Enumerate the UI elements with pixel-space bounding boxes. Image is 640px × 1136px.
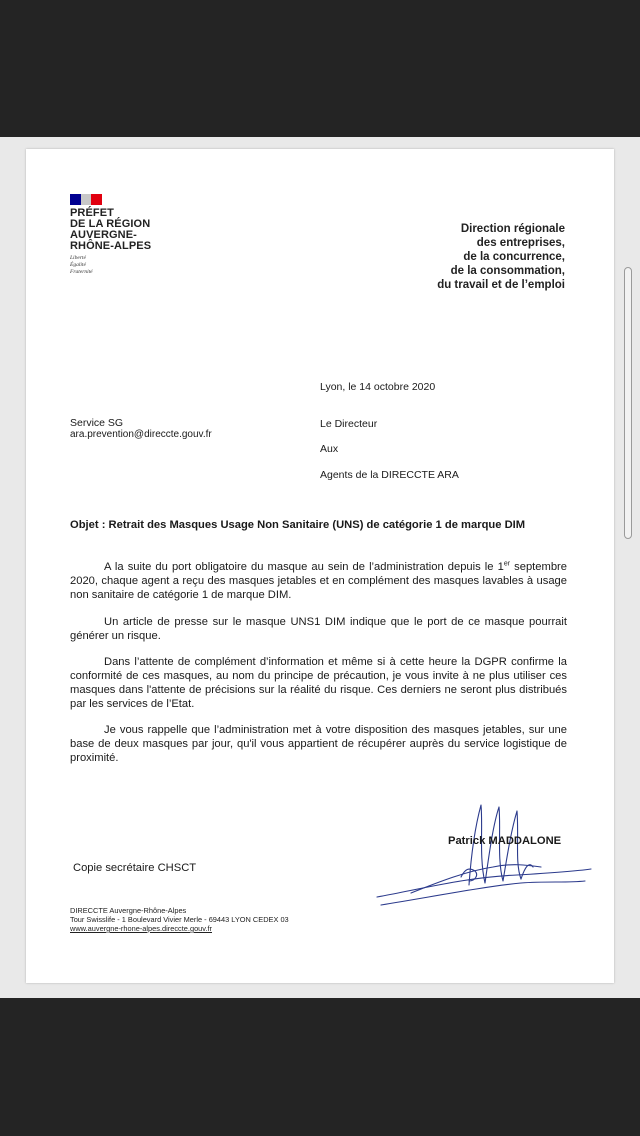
sender-email: ara.prevention@direccte.gouv.fr: [70, 429, 212, 440]
vertical-scrollbar[interactable]: [624, 267, 632, 539]
handwritten-signature: [371, 797, 593, 909]
recipients: Agents de la DIRECCTE ARA: [320, 469, 459, 481]
paragraph-1: A la suite du port obligatoire du masque au sein de l’administration depuis le 1er septembre 2020, chaque agent a reçu des masques jetables et en complément des masques lavables à usage non sanitaire de catégorie 1 de marque DIM.: [70, 560, 567, 601]
issuing-direction: Direction régionale des entreprises, de la concurrence, de la consommation, du travail et de l’emploi: [437, 223, 565, 291]
letter-page: [26, 149, 614, 983]
signer-name: Patrick MADDALONE: [448, 835, 562, 847]
paragraph-4: Je vous rappelle que l’administration met à votre disposition des masques jetables, sur une base de deux masques par jour, qu'il vous appartient de récupérer auprès du service logistique de proximité.: [70, 724, 567, 764]
bottom-dark-band: [0, 998, 640, 1136]
logo-title: PRÉFET DE LA RÉGION AUVERGNE- RHÔNE-ALPES: [70, 207, 152, 252]
republic-motto: Liberté Égalité Fraternité: [70, 255, 93, 275]
from-line: Le Directeur: [320, 418, 378, 430]
paragraph-3: Dans l’attente de complément d’information et même si à cette heure la DGPR confirme la conformité de ces masques, au nom du principe de précaution, je vous invite à ne plus utiliser ces masques dans l'attente de précisions sur la réalité du risque. Ces derniers ne seront plus distribués par les services de l’Etat.: [70, 656, 567, 710]
top-dark-band: [0, 0, 640, 137]
website-link[interactable]: www.auvergne-rhone-alpes.direccte.gouv.fr: [70, 924, 212, 933]
page-footer: DIRECCTE Auvergne-Rhône-Alpes Tour Swisslife - 1 Boulevard Vivier Merle - 69443 LYON CEDEX 03 www.auvergne-rhone-alpes.direccte.gouv.fr: [70, 906, 289, 933]
prefet-logo: [70, 194, 151, 276]
sender-service: Service SG: [70, 417, 124, 429]
copy-recipient: Copie secrétaire CHSCT: [73, 862, 197, 874]
tricolor-flag-icon: [70, 194, 102, 205]
place-date: Lyon, le 14 octobre 2020: [320, 381, 436, 393]
paragraph-2: Un article de presse sur le masque UNS1 DIM indique que le port de ce masque pourrait générer un risque.: [70, 616, 567, 642]
document-viewer[interactable]: [0, 137, 640, 998]
subject-line: Objet : Retrait des Masques Usage Non Sanitaire (UNS) de catégorie 1 de marque DIM: [70, 519, 526, 531]
to-prefix: Aux: [320, 443, 339, 455]
